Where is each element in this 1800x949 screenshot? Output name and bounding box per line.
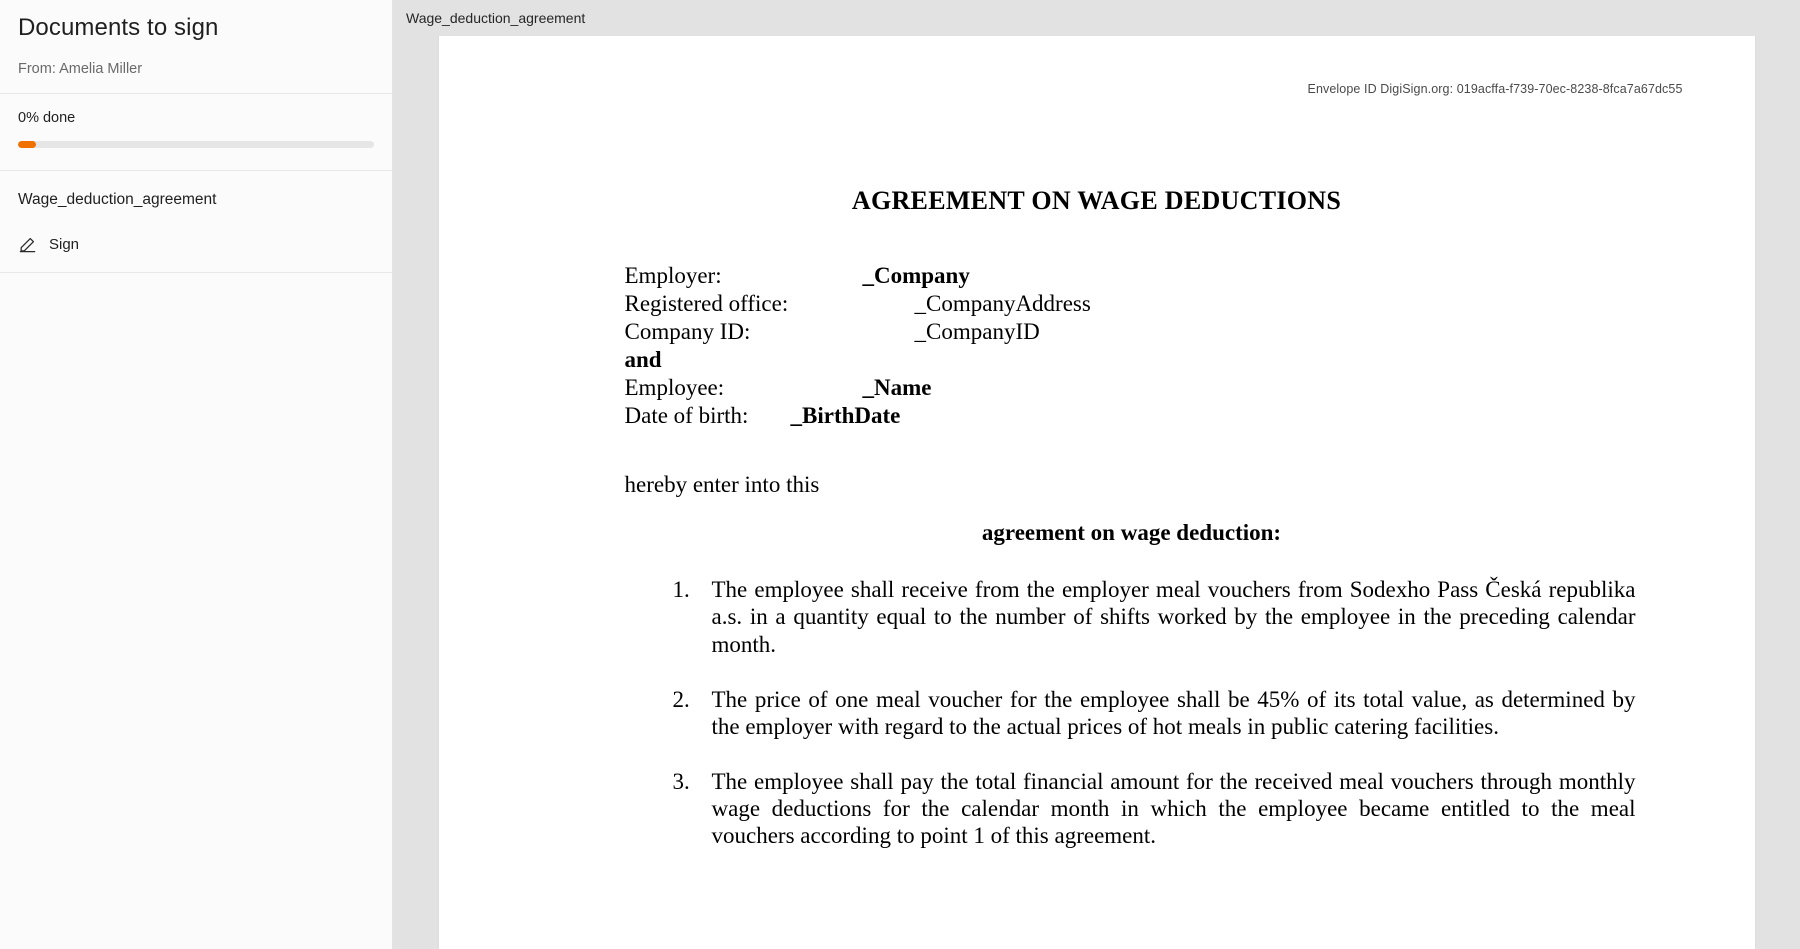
viewer-document-tab[interactable]: Wage_deduction_agreement — [406, 10, 586, 26]
party-label: Registered office: — [624, 291, 789, 317]
party-row — [625, 402, 1683, 430]
sidebar-document-name: Wage_deduction_agreement — [18, 190, 217, 208]
party-details — [511, 262, 1683, 430]
pen-icon — [18, 235, 37, 254]
progress-bar — [18, 141, 374, 148]
document-page — [439, 36, 1755, 949]
party-label: Employer: — [624, 263, 722, 288]
party-row — [625, 346, 1683, 374]
sender-label: From: Amelia Miller — [18, 60, 143, 77]
party-row — [625, 262, 1683, 290]
progress-bar-fill — [18, 141, 36, 148]
document-subtitle: agreement on wage deduction: — [981, 520, 1282, 546]
sidebar-empty-area — [0, 273, 392, 949]
party-label: Date of birth: — [624, 403, 749, 429]
party-value: _Name — [862, 375, 932, 401]
envelope-id: Envelope ID DigiSign.org: 019acffa-f739-70ec-8238-8fca7a67dc55 — [1307, 82, 1683, 96]
document-viewer — [393, 0, 1800, 949]
progress-label: 0% done — [18, 109, 76, 126]
sidebar-header — [0, 0, 392, 94]
party-value: _BirthDate — [790, 403, 901, 429]
party-row — [625, 318, 1683, 346]
list-item: 2. The price of one meal voucher for the employee shall be 45% of its total value, as determined by the employer with regard to the actual prices of hot meals in public catering facilities. — [696, 686, 1636, 740]
party-row — [625, 290, 1683, 318]
page-scroll-area[interactable] — [393, 36, 1800, 949]
document-section — [0, 171, 392, 273]
list-item: 3. The employee shall pay the total financial amount for the received meal vouchers through monthly wage deductions for the calendar month in which the employee became entitled to the meal vouchers according to point 1 of this agreement. — [696, 768, 1636, 849]
party-row — [625, 374, 1683, 402]
sign-label: Sign — [49, 235, 80, 253]
clause-list — [511, 576, 1683, 849]
progress-section — [0, 94, 392, 171]
party-conjunction: and — [624, 347, 662, 373]
list-item: 1. The employee shall receive from the employer meal vouchers from Sodexho Pass Česká republika a.s. in a quantity equal to the number of shifts worked by the employee in the preceding calendar month. — [696, 576, 1636, 657]
party-value: _Company — [862, 263, 970, 288]
page-title: Documents to sign — [18, 14, 219, 41]
party-value: _CompanyID — [914, 319, 1040, 345]
document-title: AGREEMENT ON WAGE DEDUCTIONS — [851, 186, 1342, 215]
lead-in-text: hereby enter into this — [624, 472, 820, 498]
sign-action[interactable] — [0, 235, 392, 254]
sidebar — [0, 0, 393, 949]
party-label: Company ID: — [624, 319, 751, 345]
party-value: _CompanyAddress — [914, 291, 1091, 317]
viewer-toolbar — [393, 0, 1800, 36]
party-label: Employee: — [624, 375, 725, 401]
